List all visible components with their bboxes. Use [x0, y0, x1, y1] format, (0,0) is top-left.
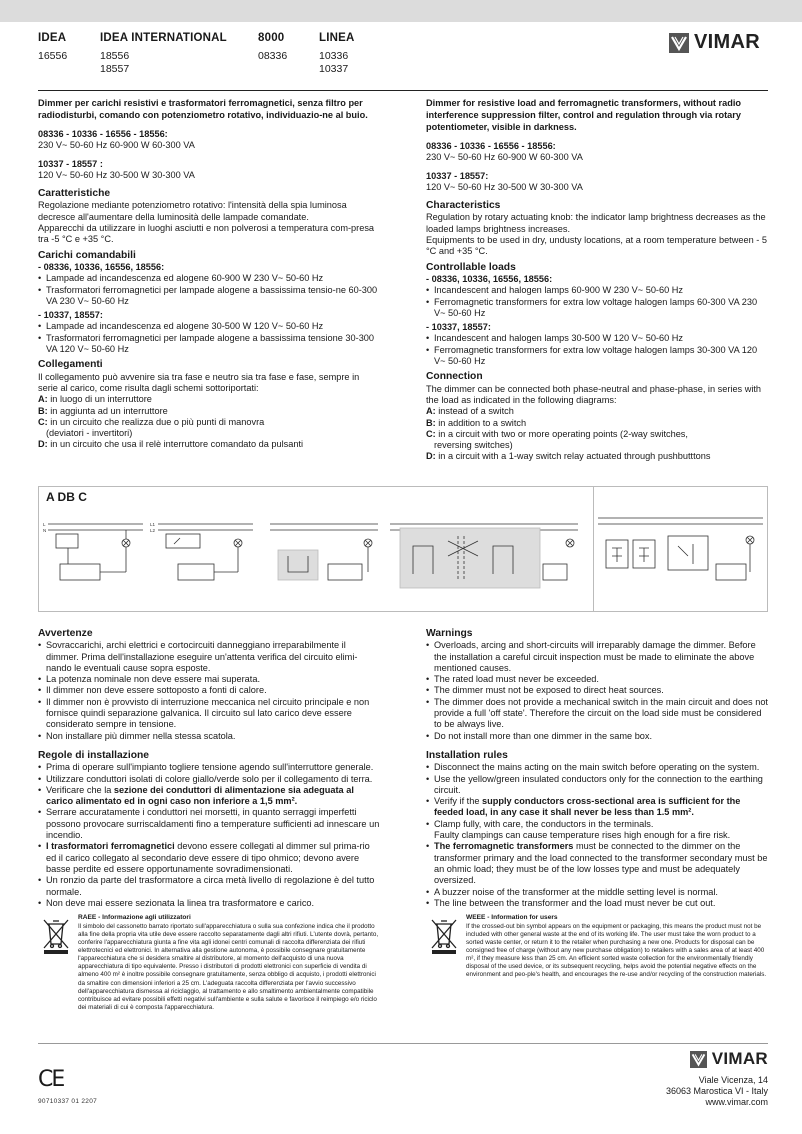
- en-conn-c2: reversing switches): [434, 440, 513, 451]
- rule-bold-text: sezione dei conduttori di alimentazione sia adeguata al carico alimentato ed in ogni caso non inferiore a 1,5 mm².: [46, 784, 354, 807]
- it-loads-title: Carichi comandabili: [38, 249, 136, 261]
- en-spec1-value: 230 V~ 50-60 Hz 60-900 W 60-300 VA: [426, 152, 583, 163]
- list-item: [426, 796, 768, 819]
- it-spec1-value: 230 V~ 50-60 Hz 60-900 W 60-300 VA: [38, 140, 195, 151]
- list-item: • Incandescent and halogen lamps 30-500 W 120 V~ 50-60 Hz: [426, 333, 768, 344]
- header-col-linea: [319, 32, 355, 76]
- rule-text: Verificare che la: [46, 784, 114, 795]
- wire-label-l2: L2: [150, 528, 156, 533]
- en-weee-block: [426, 914, 768, 979]
- vimar-logo-top: [669, 31, 760, 54]
- en-conn-b: [426, 418, 768, 429]
- header-value: 08336: [258, 50, 288, 62]
- it-warn-title: Avvertenze: [38, 628, 93, 639]
- it-conn-c2: (deviatori - invertitori): [46, 428, 133, 439]
- en-warn-list: [426, 640, 768, 742]
- list-item: • Prima di operare sull'impianto togliere tensione agendo sull'interruttore generale.: [38, 762, 380, 773]
- it-warn-list: [38, 640, 380, 742]
- list-item: • Non deve mai essere sezionata la linea tra trasformatore e carico.: [38, 898, 380, 909]
- en-spec2-code: 10337 - 18557:: [426, 170, 489, 181]
- it-conn-text: Il collegamento può avvenire sia tra fase e neutro sia tra fase e fase, sempre in serie al carico, come risulta dagli schemi sottoriportati:: [38, 371, 360, 393]
- list-item: • Lampade ad incandescenza ed alogene 30-500 W 120 V~ 50-60 Hz: [38, 321, 380, 332]
- en-char-text2: Equipments to be used in dry, undusty locations, at a room temperature between - 5 °C and +35 °C.: [426, 235, 767, 257]
- header-col-8000: [258, 32, 287, 63]
- letter-label: D:: [38, 439, 48, 450]
- ce-mark: CE: [38, 1067, 64, 1092]
- it-conn-a: [38, 394, 380, 405]
- it-spec1-code: 08336 - 10336 - 16556 - 18556:: [38, 129, 168, 139]
- top-gray-band: [0, 0, 802, 22]
- it-weee-block: [38, 914, 380, 1012]
- letter-label: D:: [426, 451, 436, 462]
- it-loads-sub2: - 10337, 18557:: [38, 310, 103, 321]
- english-column-bottom: [426, 628, 768, 980]
- footer-divider: [38, 1043, 768, 1044]
- wire-label-l: L: [43, 522, 46, 527]
- en-loads-list-a: [426, 285, 768, 319]
- diagram-label: A DB C: [46, 490, 87, 504]
- english-column-top: [426, 97, 768, 463]
- it-char-text2: Apparecchi da utilizzare in luoghi asciutti e non polverosi a temperatura com-presa tra -5 °C e +35 °C.: [38, 223, 375, 245]
- conn-text: in a circuit with a 1-way switch relay actuated through pushbutttons: [438, 451, 711, 462]
- letter-label: C:: [426, 428, 436, 439]
- vimar-mark-icon: [690, 1051, 707, 1068]
- list-item: [38, 841, 380, 875]
- it-conn-title: Collegamenti: [38, 359, 103, 371]
- conn-text: in un circuito che usa il relè interruttore comandato da pulsanti: [50, 439, 304, 450]
- list-item: • Sovraccarichi, archi elettrici e cortocircuiti danneggiano irreparabilmente il dimmer. Prima dell'installazione eseguire un'attenta verifica del circuito elimi-nando le eventuali cause sopra esposte.: [38, 640, 380, 674]
- it-rules-list: [38, 762, 380, 909]
- en-lead: Dimmer for resistive load and ferromagnetic transformers, without radio interference suppression filter, control and regulation through via rotary potentiometer, visible in darkness.: [426, 98, 741, 132]
- website-link[interactable]: www.vimar.com: [705, 1097, 768, 1107]
- en-char-text1: Regulation by rotary actuating knob: the indicator lamp brightness decreases as the loaded lamps brightness increases.: [426, 212, 766, 234]
- letter-label: B:: [38, 405, 48, 416]
- it-lead: Dimmer per carichi resistivi e trasformatori ferromagnetici, senza filtro per radiodisturbi, comando con potenziometro rotativo, individuazio-ne al buio.: [38, 98, 368, 120]
- list-item: • Serrare accuratamente i conduttori nei morsetti, in quanto serraggi imperfetti possono provocare surriscaldamenti fino a temperature sufficienti ad innescare un incendio.: [38, 807, 380, 841]
- wire-label-l1: L1: [150, 522, 156, 527]
- letter-label: C:: [38, 416, 48, 427]
- en-spec2-value: 120 V~ 50-60 Hz 30-500 W 30-300 VA: [426, 181, 583, 192]
- crossed-bin-icon: [38, 914, 74, 954]
- header-title: 8000: [258, 32, 285, 44]
- en-conn-text: The dimmer can be connected both phase-neutral and phase-phase, in series with the load as indicated in the following diagrams:: [426, 383, 762, 405]
- rule-bold-text: The ferromagnetic transformers: [434, 841, 574, 852]
- it-char-text1: Regolazione mediante potenziometro rotativo: l'intensità della spia luminosa decresce all'aumentare della luminosità delle lampade comandate.: [38, 200, 347, 222]
- wiring-diagrams: [38, 486, 768, 612]
- it-conn-d: [38, 439, 380, 450]
- list-item: • The dimmer does not provide a mechanical switch in the main circuit and does not provide a full 'off state'. Therefore the circuit on the load side must be considered to be always live.: [426, 697, 768, 731]
- it-loads-list-b: [38, 321, 380, 355]
- wiring-schematics: [38, 486, 768, 612]
- list-item: • Utilizzare conduttori isolati di colore giallo/verde solo per il collegamento di terra.: [38, 774, 380, 785]
- conn-text: in aggiunta ad un interruttore: [50, 405, 168, 416]
- list-item: • Il dimmer non deve essere sottoposto a fonti di calore.: [38, 685, 380, 696]
- address-line-1: Viale Vicenza, 14: [698, 1075, 768, 1085]
- en-conn-a: [426, 406, 768, 417]
- it-weee-title: RAEE - Informazione agli utilizzatori: [78, 914, 191, 922]
- list-item: • Il dimmer non è provvisto di interruzione meccanica nel circuito principale e non fornisce quindi separazione galvanica. Il circuito sul lato carico deve essere considerato sempre in tensione.: [38, 697, 380, 731]
- wire-label-n: N: [43, 528, 47, 533]
- letter-label: A:: [38, 394, 48, 405]
- header-col-idea-international: [100, 32, 227, 76]
- brand-name: VIMAR: [694, 31, 760, 53]
- list-item: • Trasformatori ferromagnetici per lampade alogene a bassissima tensio-ne 60-300 VA 230 V~ 50-60 Hz: [38, 285, 380, 308]
- italian-column-bottom: [38, 628, 380, 1012]
- en-weee-text-wrap: [466, 914, 768, 979]
- it-weee-text-wrap: [78, 914, 380, 1012]
- list-item: • Trasformatori ferromagnetici per lampade alogene a bassissima tensione 30-300 VA 120 V~ 50-60 Hz: [38, 333, 380, 356]
- header-value: 10336: [319, 50, 349, 62]
- list-item: • The line between the transformer and the load must never be cut out.: [426, 898, 768, 909]
- rule-bold-text: I trasformatori ferromagnetici: [46, 841, 175, 852]
- rule-bold-text: supply conductors cross-sectional area is sufficient for the feeded load, in any case it shall never be less than 1.5 mm².: [434, 796, 741, 818]
- rule-text: Verify if the: [434, 796, 483, 807]
- it-conn-c: [38, 417, 380, 428]
- list-item: • Disconnect the mains acting on the main switch before operating on the system.: [426, 762, 768, 773]
- it-char-title: Caratteristiche: [38, 188, 111, 200]
- list-item: • La potenza nominale non deve essere mai superata.: [38, 674, 380, 685]
- brand-name: VIMAR: [711, 1049, 768, 1068]
- list-item: • Ferromagnetic transformers for extra low voltage halogen lamps 30-300 VA 120 V~ 50-60 Hz: [426, 345, 768, 368]
- list-item: • Un ronzio da parte del trasformatore a circa metà livello di regolazione è del tutto normale.: [38, 875, 380, 898]
- list-item: [426, 819, 768, 842]
- crossed-bin-icon: [426, 914, 462, 954]
- letter-label: A:: [426, 406, 436, 417]
- list-item: [38, 785, 380, 808]
- rule-text: Clamp fully, with care, the conductors in the terminals.: [434, 818, 654, 829]
- rule-text: Faulty clampings can cause temperature rises high enough for a fire risk.: [434, 830, 731, 841]
- header-divider: [38, 90, 768, 91]
- it-rules-title: Regole di installazione: [38, 749, 149, 761]
- list-item: • Non installare più dimmer nella stessa scatola.: [38, 731, 380, 742]
- en-loads-title: Controllable loads: [426, 261, 516, 273]
- header-col-idea: [38, 32, 67, 63]
- conn-text: instead of a switch: [438, 406, 514, 417]
- en-loads-list-b: [426, 333, 768, 367]
- en-warn-title: Warnings: [426, 628, 473, 639]
- header-title: IDEA: [38, 32, 67, 44]
- en-conn-title: Connection: [426, 371, 483, 383]
- list-item: • A buzzer noise of the transformer at the middle setting level is normal.: [426, 887, 768, 898]
- list-item: • The rated load must never be exceeded.: [426, 674, 768, 685]
- list-item: • Lampade ad incandescenza ed alogene 60-900 W 230 V~ 50-60 Hz: [38, 273, 380, 284]
- conn-text: in luogo di un interruttore: [50, 394, 152, 405]
- en-rules-title: Installation rules: [426, 749, 508, 761]
- company-address: [666, 1075, 768, 1108]
- header-value: 18556: [100, 50, 130, 62]
- en-conn-d: [426, 451, 768, 462]
- header-title: LINEA: [319, 32, 355, 44]
- en-rules-list: [426, 762, 768, 909]
- conn-text: in addition to a switch: [438, 417, 527, 428]
- rule-text: must be connected to the dimmer on the transformer primary and the load connected to the transformer secondary must be an ohmic load; they must be of the low losses type and must be adequately oversized.: [434, 841, 768, 886]
- it-weee-text: Il simbolo del cassonetto barrato riportato sull'apparecchiatura o sulla sua confezione indica che il prodotto alla fine della propria vita utile deve essere raccolto separatamente dagli altri rifiuti. L'utente dovrà, pertanto, conferire l'apparecchiatura giunta a fine vita agli idonei centri comunali di raccolta differenziata dei rifiuti elettrotecnici ed elettronici. In alternativa alla gestione autonoma, è possibile consegnare gratuitamente l'apparecchiatura che si desidera smaltire al distributore, al momento dell'acquisto di una nuova apparecchiatura di tipo equivalente. Presso i distributori di prodotti elettronici con superficie di vendita di almeno 400 m² è inoltre possibile consegnare gratuitamente, senza obbligo di acquisto, i prodotti elettronici da smaltire con dimensioni inferiori a 25 cm. L'adeguata raccolta differenziata per l'avvio successivo dell'apparecchiatura dismessa al riciclaggio, al trattamento e allo smaltimento ambientalmente compatibile contribuisce ad evitare possibili effetti negativi sull'ambiente e sulla salute e favorisce il reimpiego e/o riciclo dei materiali di cui è composta l'apparecchiatura.: [78, 923, 379, 1011]
- it-spec2-value: 120 V~ 50-60 Hz 30-500 W 30-300 VA: [38, 169, 195, 180]
- list-item: [426, 841, 768, 886]
- en-weee-title: WEEE - Information for users: [466, 914, 558, 922]
- en-weee-text: If the crossed-out bin symbol appears on the equipment or packaging, this means the product must not be included with other general waste at the end of its working life. The user must take the worn product to a sorted waste center, or return it to the retailer when purchasing a new one. Products for disposal can be consigned free of charge (without any new purchase obligation) to retailers with a sales area of at least 400 m², if they measure less than 25 cm. An efficient sorted waste collection for the environmentally friendly disposal of the used device, or its subsequent recycling, helps avoid the potential negative effects on the environment and peo-ple's health, and encourages the re-use and/or recycling of the construction materials.: [466, 923, 767, 979]
- vimar-mark-icon: [669, 33, 689, 53]
- en-spec1-code: 08336 - 10336 - 16556 - 18556:: [426, 141, 556, 151]
- list-item: • The dimmer must not be exposed to direct heat sources.: [426, 685, 768, 696]
- header-value: 10337: [319, 63, 349, 75]
- header-value: 18557: [100, 63, 130, 75]
- italian-column-top: [38, 97, 380, 451]
- conn-text: in a circuit with two or more operating points (2-way switches,: [438, 428, 688, 439]
- document-code: 90710337 01 2207: [38, 1098, 98, 1105]
- en-loads-sub2: - 10337, 18557:: [426, 322, 491, 333]
- list-item: • Ferromagnetic transformers for extra low voltage halogen lamps 60-300 VA 230 V~ 50-60 Hz: [426, 297, 768, 320]
- it-conn-b: [38, 406, 380, 417]
- letter-label: B:: [426, 417, 436, 428]
- address-line-2: 36063 Marostica VI - Italy: [665, 1086, 768, 1096]
- it-spec2-code: 10337 - 18557 :: [38, 158, 103, 169]
- list-item: • Use the yellow/green insulated conductors only for the connection to the earthing circuit.: [426, 774, 768, 797]
- vimar-logo-footer: [690, 1049, 768, 1069]
- conn-text: in un circuito che realizza due o più punti di manovra: [50, 416, 265, 427]
- header-title: IDEA INTERNATIONAL: [100, 32, 227, 44]
- en-loads-sub1: - 08336, 10336, 16556, 18556:: [426, 273, 553, 284]
- header-value: 16556: [38, 50, 68, 62]
- list-item: • Incandescent and halogen lamps 60-900 W 230 V~ 50-60 Hz: [426, 285, 768, 296]
- en-conn-c: [426, 429, 768, 440]
- list-item: • Do not install more than one dimmer in the same box.: [426, 731, 768, 742]
- it-loads-sub1: - 08336, 10336, 16556, 18556:: [38, 261, 165, 272]
- list-item: • Overloads, arcing and short-circuits will irreparably damage the dimmer. Before the installation a careful circuit inspection must be made to eliminate the above mentioned causes.: [426, 640, 768, 674]
- en-char-title: Characteristics: [426, 200, 501, 212]
- it-loads-list-a: [38, 273, 380, 307]
- rule-text: devono essere collegati al dimmer sul prima-rio ed il carico collegato al secondario deve essere di tipo ohmico; devono avere basse perdite ed essere opportunamente sovradimensionati.: [46, 841, 370, 874]
